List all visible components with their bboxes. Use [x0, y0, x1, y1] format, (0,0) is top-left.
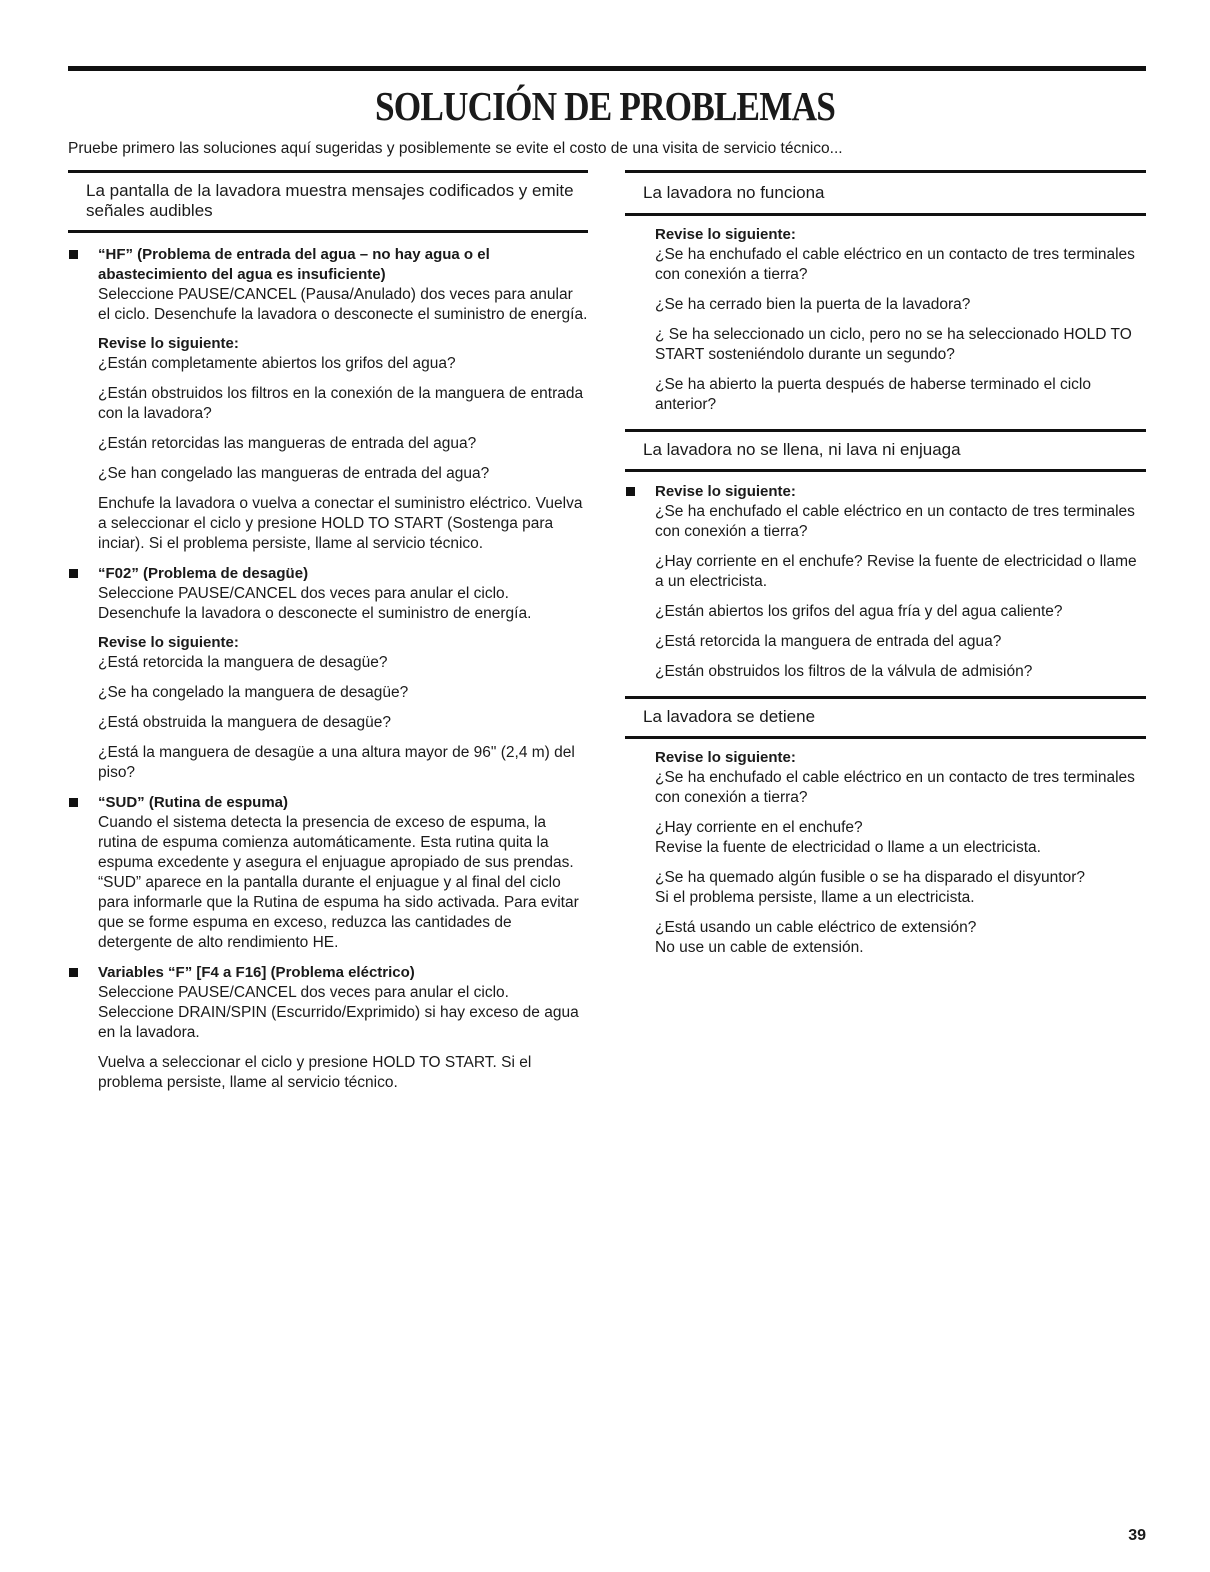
check-line: ¿Se ha congelado la manguera de desagüe? [98, 684, 409, 701]
check-heading: Revise lo siguiente: [655, 483, 796, 500]
section-heading: La lavadora se detiene [625, 696, 1146, 739]
item-description: Cuando el sistema detecta la presencia de exceso de espuma, la rutina de espuma comienza automáticamente. Esta rutina quita la espuma excedente y asegura el enjuague apropiado de sus prendas. “SUD” aparece en la pantalla durante el enjuague y al final del ciclo para informarle que la Rutina de espuma ha sido activada. Para evitar que se forme espuma en exceso, reduzca las cantidades de detergente de alto rendimiento HE. [98, 814, 579, 951]
check-line: ¿Está la manguera de desagüe a una altura mayor de 96" (2,4 m) del piso? [98, 744, 575, 781]
section-body [625, 482, 1146, 682]
check-line: ¿Hay corriente en el enchufe? [655, 819, 863, 836]
left-column [68, 170, 588, 1093]
section-heading: La lavadora no funciona [625, 170, 1146, 216]
item-extra: Vuelva a seleccionar el ciclo y presione HOLD TO START. Si el problema persiste, llame al servicio técnico. [98, 1054, 532, 1091]
check-line: ¿Hay corriente en el enchufe? Revise la fuente de electricidad o llame a un electricista. [655, 553, 1137, 590]
section-body [625, 225, 1146, 415]
check-line: ¿Se ha enchufado el cable eléctrico en un contacto de tres terminales con conexión a tierra? [655, 769, 1135, 806]
item-description: Seleccione PAUSE/CANCEL (Pausa/Anulado) dos veces para anular el ciclo. Desenchufe la lavadora o desconecte el suministro de energía. [98, 286, 588, 323]
section-body [625, 748, 1146, 958]
check-line: No use un cable de extensión. [655, 939, 864, 956]
section-heading: La lavadora no se llena, ni lava ni enjuaga [625, 429, 1146, 472]
check-item [655, 482, 1146, 682]
check-line: Si el problema persiste, llame a un electricista. [655, 889, 975, 906]
check-line: ¿Está retorcida la manguera de entrada del agua? [655, 633, 1002, 650]
intro-text: Pruebe primero las soluciones aquí sugeridas y posiblemente se evite el costo de una visita de servicio técnico... [68, 140, 843, 157]
check-line: ¿Están obstruidos los filtros en la conexión de la manguera de entrada con la lavadora? [98, 385, 584, 422]
check-heading: Revise lo siguiente: [98, 335, 239, 352]
section-heading-display-messages: La pantalla de la lavadora muestra mensajes codificados y emite señales audibles [68, 170, 588, 233]
check-line: ¿Está usando un cable eléctrico de extensión? [655, 919, 977, 936]
check-line: ¿Se ha abierto la puerta después de haberse terminado el ciclo anterior? [655, 376, 1091, 413]
check-line: ¿Se ha quemado algún fusible o se ha disparado el disyuntor? [655, 869, 1085, 886]
check-line: ¿Se ha cerrado bien la puerta de la lavadora? [655, 296, 971, 313]
check-line: Enchufe la lavadora o vuelva a conectar el suministro eléctrico. Vuelva a seleccionar el ciclo y presione HOLD TO START (Sostenga para inciar). Si el problema persiste, llame al servicio técnico. [98, 495, 583, 552]
top-rule [68, 66, 1146, 71]
square-bullet-icon [69, 968, 78, 977]
section-washer-not-working [625, 170, 1146, 415]
check-line: ¿ Se ha seleccionado un ciclo, pero no se ha seleccionado HOLD TO START sosteniéndolo durante un segundo? [655, 326, 1132, 363]
check-line: ¿Se han congelado las mangueras de entrada del agua? [98, 465, 490, 482]
section-no-fill-wash-rinse [625, 429, 1146, 682]
error-item-f-variables [98, 963, 588, 1093]
error-item-sud [98, 793, 588, 953]
error-item-f02 [98, 564, 588, 783]
check-line: ¿Está obstruida la manguera de desagüe? [98, 714, 391, 731]
section-washer-stops [625, 696, 1146, 958]
item-description: Seleccione PAUSE/CANCEL dos veces para anular el ciclo. Seleccione DRAIN/SPIN (Escurrido/Exprimido) si hay exceso de agua en la lavadora. [98, 984, 579, 1041]
square-bullet-icon [626, 487, 635, 496]
check-line: ¿Están abiertos los grifos del agua fría y del agua caliente? [655, 603, 1063, 620]
page-title: SOLUCIÓN DE PROBLEMAS [375, 83, 835, 129]
item-title: “F02” (Problema de desagüe) [98, 565, 309, 582]
square-bullet-icon [69, 250, 78, 259]
square-bullet-icon [69, 569, 78, 578]
check-line: ¿Se ha enchufado el cable eléctrico en un contacto de tres terminales con conexión a tierra? [655, 503, 1135, 540]
item-description: Seleccione PAUSE/CANCEL dos veces para anular el ciclo. Desenchufe la lavadora o desconecte el suministro de energía. [98, 585, 532, 622]
check-line: ¿Están obstruidos los filtros de la válvula de admisión? [655, 663, 1033, 680]
error-item-hf [98, 245, 588, 554]
check-line: ¿Están retorcidas las mangueras de entrada del agua? [98, 435, 477, 452]
item-title: Variables “F” [F4 a F16] (Problema eléctrico) [98, 964, 415, 981]
check-line: ¿Se ha enchufado el cable eléctrico en un contacto de tres terminales con conexión a tierra? [655, 246, 1135, 283]
item-title: “SUD” (Rutina de espuma) [98, 794, 289, 811]
check-line: ¿Está retorcida la manguera de desagüe? [98, 654, 388, 671]
page-number: 39 [1128, 1527, 1146, 1544]
check-heading: Revise lo siguiente: [98, 634, 239, 651]
section-body-display-messages [68, 245, 588, 1093]
check-line: Revise la fuente de electricidad o llame a un electricista. [655, 839, 1041, 856]
square-bullet-icon [69, 798, 78, 807]
item-title: “HF” (Problema de entrada del agua – no hay agua o el abastecimiento del agua es insuficiente) [98, 246, 490, 283]
check-heading: Revise lo siguiente: [655, 226, 796, 243]
right-column [625, 170, 1146, 958]
check-line: ¿Están completamente abiertos los grifos del agua? [98, 355, 456, 372]
check-heading: Revise lo siguiente: [655, 749, 796, 766]
